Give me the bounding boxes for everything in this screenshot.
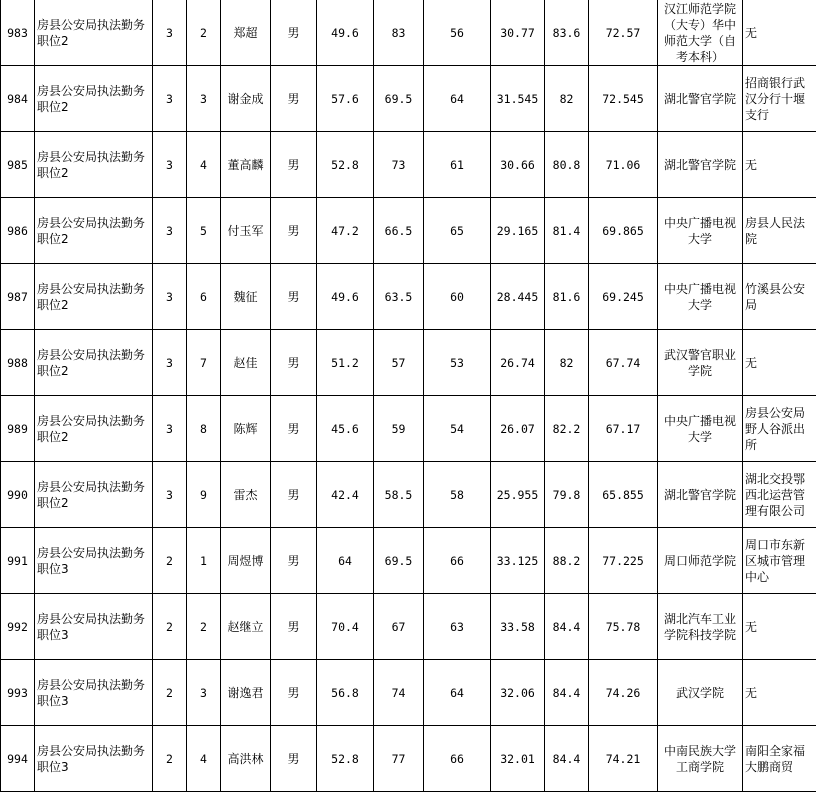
position-name-cell: 房县公安局执法勤务职位2 <box>35 66 153 132</box>
total-score-cell: 69.245 <box>589 264 658 330</box>
test-score-2-cell: 77 <box>374 726 424 792</box>
test-score-2-cell: 66.5 <box>374 198 424 264</box>
interview-score-cell: 83.6 <box>545 0 589 66</box>
total-score-cell: 71.06 <box>589 132 658 198</box>
table-row <box>1 462 816 528</box>
table-row <box>1 660 816 726</box>
test-score-3-cell: 56 <box>424 0 491 66</box>
test-score-2-cell: 83 <box>374 0 424 66</box>
interview-score-cell: 82 <box>545 330 589 396</box>
test-score-2-cell: 69.5 <box>374 528 424 594</box>
employer-cell: 无 <box>743 132 816 198</box>
interview-score-cell: 84.4 <box>545 660 589 726</box>
position-name-cell: 房县公安局执法勤务职位2 <box>35 132 153 198</box>
total-score-cell: 65.855 <box>589 462 658 528</box>
interview-score-cell: 84.4 <box>545 726 589 792</box>
rank-cell: 4 <box>187 726 221 792</box>
row-number-cell: 988 <box>1 330 35 396</box>
rank-cell: 3 <box>187 66 221 132</box>
candidate-name-cell: 谢金成 <box>221 66 271 132</box>
candidate-name-cell: 高洪林 <box>221 726 271 792</box>
school-cell: 中央广播电视大学 <box>658 396 743 462</box>
table-row <box>1 264 816 330</box>
total-score-cell: 67.74 <box>589 330 658 396</box>
rank-cell: 5 <box>187 198 221 264</box>
position-name-cell: 房县公安局执法勤务职位2 <box>35 264 153 330</box>
school-cell: 武汉警官职业学院 <box>658 330 743 396</box>
test-score-2-cell: 69.5 <box>374 66 424 132</box>
position-name-cell: 房县公安局执法勤务职位3 <box>35 594 153 660</box>
total-score-cell: 72.57 <box>589 0 658 66</box>
rank-cell: 8 <box>187 396 221 462</box>
test-score-3-cell: 64 <box>424 66 491 132</box>
hiring-quota-cell: 2 <box>153 528 187 594</box>
interview-score-cell: 82 <box>545 66 589 132</box>
rank-cell: 3 <box>187 660 221 726</box>
test-score-2-cell: 63.5 <box>374 264 424 330</box>
rank-cell: 2 <box>187 594 221 660</box>
employer-cell: 湖北交投鄂西北运营管理有限公司 <box>743 462 816 528</box>
rank-cell: 4 <box>187 132 221 198</box>
test-score-2-cell: 73 <box>374 132 424 198</box>
employer-cell: 房县公安局野人谷派出所 <box>743 396 816 462</box>
interview-score-cell: 81.6 <box>545 264 589 330</box>
test-score-3-cell: 61 <box>424 132 491 198</box>
gender-cell: 男 <box>271 66 317 132</box>
test-score-2-cell: 57 <box>374 330 424 396</box>
row-number-cell: 984 <box>1 66 35 132</box>
test-score-1-cell: 70.4 <box>317 594 374 660</box>
employer-cell: 房县人民法院 <box>743 198 816 264</box>
gender-cell: 男 <box>271 726 317 792</box>
hiring-quota-cell: 2 <box>153 594 187 660</box>
written-weighted-score-cell: 25.955 <box>491 462 545 528</box>
test-score-2-cell: 59 <box>374 396 424 462</box>
table-row <box>1 198 816 264</box>
interview-score-cell: 84.4 <box>545 594 589 660</box>
test-score-1-cell: 42.4 <box>317 462 374 528</box>
hiring-quota-cell: 3 <box>153 330 187 396</box>
hiring-quota-cell: 3 <box>153 198 187 264</box>
table-row <box>1 594 816 660</box>
test-score-1-cell: 51.2 <box>317 330 374 396</box>
school-cell: 中南民族大学工商学院 <box>658 726 743 792</box>
position-name-cell: 房县公安局执法勤务职位3 <box>35 660 153 726</box>
test-score-3-cell: 66 <box>424 528 491 594</box>
rank-cell: 6 <box>187 264 221 330</box>
employer-cell: 无 <box>743 0 816 66</box>
total-score-cell: 69.865 <box>589 198 658 264</box>
employer-cell: 招商银行武汉分行十堰支行 <box>743 66 816 132</box>
candidate-name-cell: 赵佳 <box>221 330 271 396</box>
interview-score-cell: 81.4 <box>545 198 589 264</box>
test-score-1-cell: 57.6 <box>317 66 374 132</box>
test-score-1-cell: 52.8 <box>317 132 374 198</box>
gender-cell: 男 <box>271 132 317 198</box>
position-name-cell: 房县公安局执法勤务职位2 <box>35 198 153 264</box>
employer-cell: 无 <box>743 594 816 660</box>
employer-cell: 南阳全家福大鹏商贸 <box>743 726 816 792</box>
written-weighted-score-cell: 32.06 <box>491 660 545 726</box>
school-cell: 武汉学院 <box>658 660 743 726</box>
gender-cell: 男 <box>271 396 317 462</box>
table-row <box>1 528 816 594</box>
candidate-name-cell: 郑超 <box>221 0 271 66</box>
test-score-3-cell: 54 <box>424 396 491 462</box>
total-score-cell: 74.21 <box>589 726 658 792</box>
gender-cell: 男 <box>271 594 317 660</box>
hiring-quota-cell: 3 <box>153 0 187 66</box>
hiring-quota-cell: 3 <box>153 132 187 198</box>
written-weighted-score-cell: 26.07 <box>491 396 545 462</box>
school-cell: 湖北汽车工业学院科技学院 <box>658 594 743 660</box>
total-score-cell: 67.17 <box>589 396 658 462</box>
test-score-3-cell: 66 <box>424 726 491 792</box>
written-weighted-score-cell: 26.74 <box>491 330 545 396</box>
row-number-cell: 987 <box>1 264 35 330</box>
row-number-cell: 989 <box>1 396 35 462</box>
position-name-cell: 房县公安局执法勤务职位2 <box>35 462 153 528</box>
position-name-cell: 房县公安局执法勤务职位2 <box>35 330 153 396</box>
interview-score-cell: 82.2 <box>545 396 589 462</box>
hiring-quota-cell: 3 <box>153 462 187 528</box>
candidate-name-cell: 付玉军 <box>221 198 271 264</box>
rank-cell: 1 <box>187 528 221 594</box>
test-score-3-cell: 64 <box>424 660 491 726</box>
written-weighted-score-cell: 33.58 <box>491 594 545 660</box>
employer-cell: 竹溪县公安局 <box>743 264 816 330</box>
written-weighted-score-cell: 32.01 <box>491 726 545 792</box>
test-score-1-cell: 56.8 <box>317 660 374 726</box>
hiring-quota-cell: 2 <box>153 660 187 726</box>
test-score-3-cell: 65 <box>424 198 491 264</box>
test-score-3-cell: 58 <box>424 462 491 528</box>
total-score-cell: 75.78 <box>589 594 658 660</box>
school-cell: 汉江师范学院（大专）华中师范大学（自考本科） <box>658 0 743 66</box>
employer-cell: 无 <box>743 330 816 396</box>
position-name-cell: 房县公安局执法勤务职位3 <box>35 726 153 792</box>
gender-cell: 男 <box>271 198 317 264</box>
table-row <box>1 396 816 462</box>
written-weighted-score-cell: 29.165 <box>491 198 545 264</box>
test-score-3-cell: 63 <box>424 594 491 660</box>
table-row <box>1 726 816 792</box>
table-row <box>1 0 816 66</box>
candidate-name-cell: 魏征 <box>221 264 271 330</box>
test-score-2-cell: 58.5 <box>374 462 424 528</box>
gender-cell: 男 <box>271 0 317 66</box>
results-table-body <box>1 0 816 792</box>
candidate-name-cell: 赵继立 <box>221 594 271 660</box>
hiring-quota-cell: 3 <box>153 264 187 330</box>
candidate-name-cell: 谢逸君 <box>221 660 271 726</box>
written-weighted-score-cell: 33.125 <box>491 528 545 594</box>
table-row <box>1 66 816 132</box>
test-score-1-cell: 52.8 <box>317 726 374 792</box>
gender-cell: 男 <box>271 330 317 396</box>
row-number-cell: 992 <box>1 594 35 660</box>
total-score-cell: 74.26 <box>589 660 658 726</box>
hiring-quota-cell: 3 <box>153 396 187 462</box>
gender-cell: 男 <box>271 264 317 330</box>
row-number-cell: 983 <box>1 0 35 66</box>
row-number-cell: 986 <box>1 198 35 264</box>
gender-cell: 男 <box>271 462 317 528</box>
position-name-cell: 房县公安局执法勤务职位2 <box>35 396 153 462</box>
test-score-1-cell: 49.6 <box>317 0 374 66</box>
test-score-1-cell: 45.6 <box>317 396 374 462</box>
test-score-1-cell: 49.6 <box>317 264 374 330</box>
row-number-cell: 991 <box>1 528 35 594</box>
rank-cell: 7 <box>187 330 221 396</box>
position-name-cell: 房县公安局执法勤务职位3 <box>35 528 153 594</box>
candidate-name-cell: 董高麟 <box>221 132 271 198</box>
test-score-1-cell: 64 <box>317 528 374 594</box>
interview-score-cell: 88.2 <box>545 528 589 594</box>
rank-cell: 2 <box>187 0 221 66</box>
written-weighted-score-cell: 30.77 <box>491 0 545 66</box>
candidate-name-cell: 陈辉 <box>221 396 271 462</box>
candidate-name-cell: 雷杰 <box>221 462 271 528</box>
written-weighted-score-cell: 30.66 <box>491 132 545 198</box>
row-number-cell: 985 <box>1 132 35 198</box>
row-number-cell: 990 <box>1 462 35 528</box>
table-row <box>1 132 816 198</box>
school-cell: 湖北警官学院 <box>658 132 743 198</box>
school-cell: 中央广播电视大学 <box>658 264 743 330</box>
school-cell: 中央广播电视大学 <box>658 198 743 264</box>
candidate-name-cell: 周煜博 <box>221 528 271 594</box>
test-score-3-cell: 60 <box>424 264 491 330</box>
gender-cell: 男 <box>271 660 317 726</box>
test-score-2-cell: 67 <box>374 594 424 660</box>
school-cell: 湖北警官学院 <box>658 66 743 132</box>
rank-cell: 9 <box>187 462 221 528</box>
hiring-quota-cell: 2 <box>153 726 187 792</box>
position-name-cell: 房县公安局执法勤务职位2 <box>35 0 153 66</box>
test-score-2-cell: 74 <box>374 660 424 726</box>
hiring-quota-cell: 3 <box>153 66 187 132</box>
gender-cell: 男 <box>271 528 317 594</box>
written-weighted-score-cell: 31.545 <box>491 66 545 132</box>
row-number-cell: 993 <box>1 660 35 726</box>
test-score-1-cell: 47.2 <box>317 198 374 264</box>
table-row <box>1 330 816 396</box>
written-weighted-score-cell: 28.445 <box>491 264 545 330</box>
school-cell: 周口师范学院 <box>658 528 743 594</box>
interview-score-cell: 80.8 <box>545 132 589 198</box>
test-score-3-cell: 53 <box>424 330 491 396</box>
employer-cell: 周口市东新区城市管理中心 <box>743 528 816 594</box>
interview-score-cell: 79.8 <box>545 462 589 528</box>
employer-cell: 无 <box>743 660 816 726</box>
total-score-cell: 77.225 <box>589 528 658 594</box>
total-score-cell: 72.545 <box>589 66 658 132</box>
school-cell: 湖北警官学院 <box>658 462 743 528</box>
row-number-cell: 994 <box>1 726 35 792</box>
